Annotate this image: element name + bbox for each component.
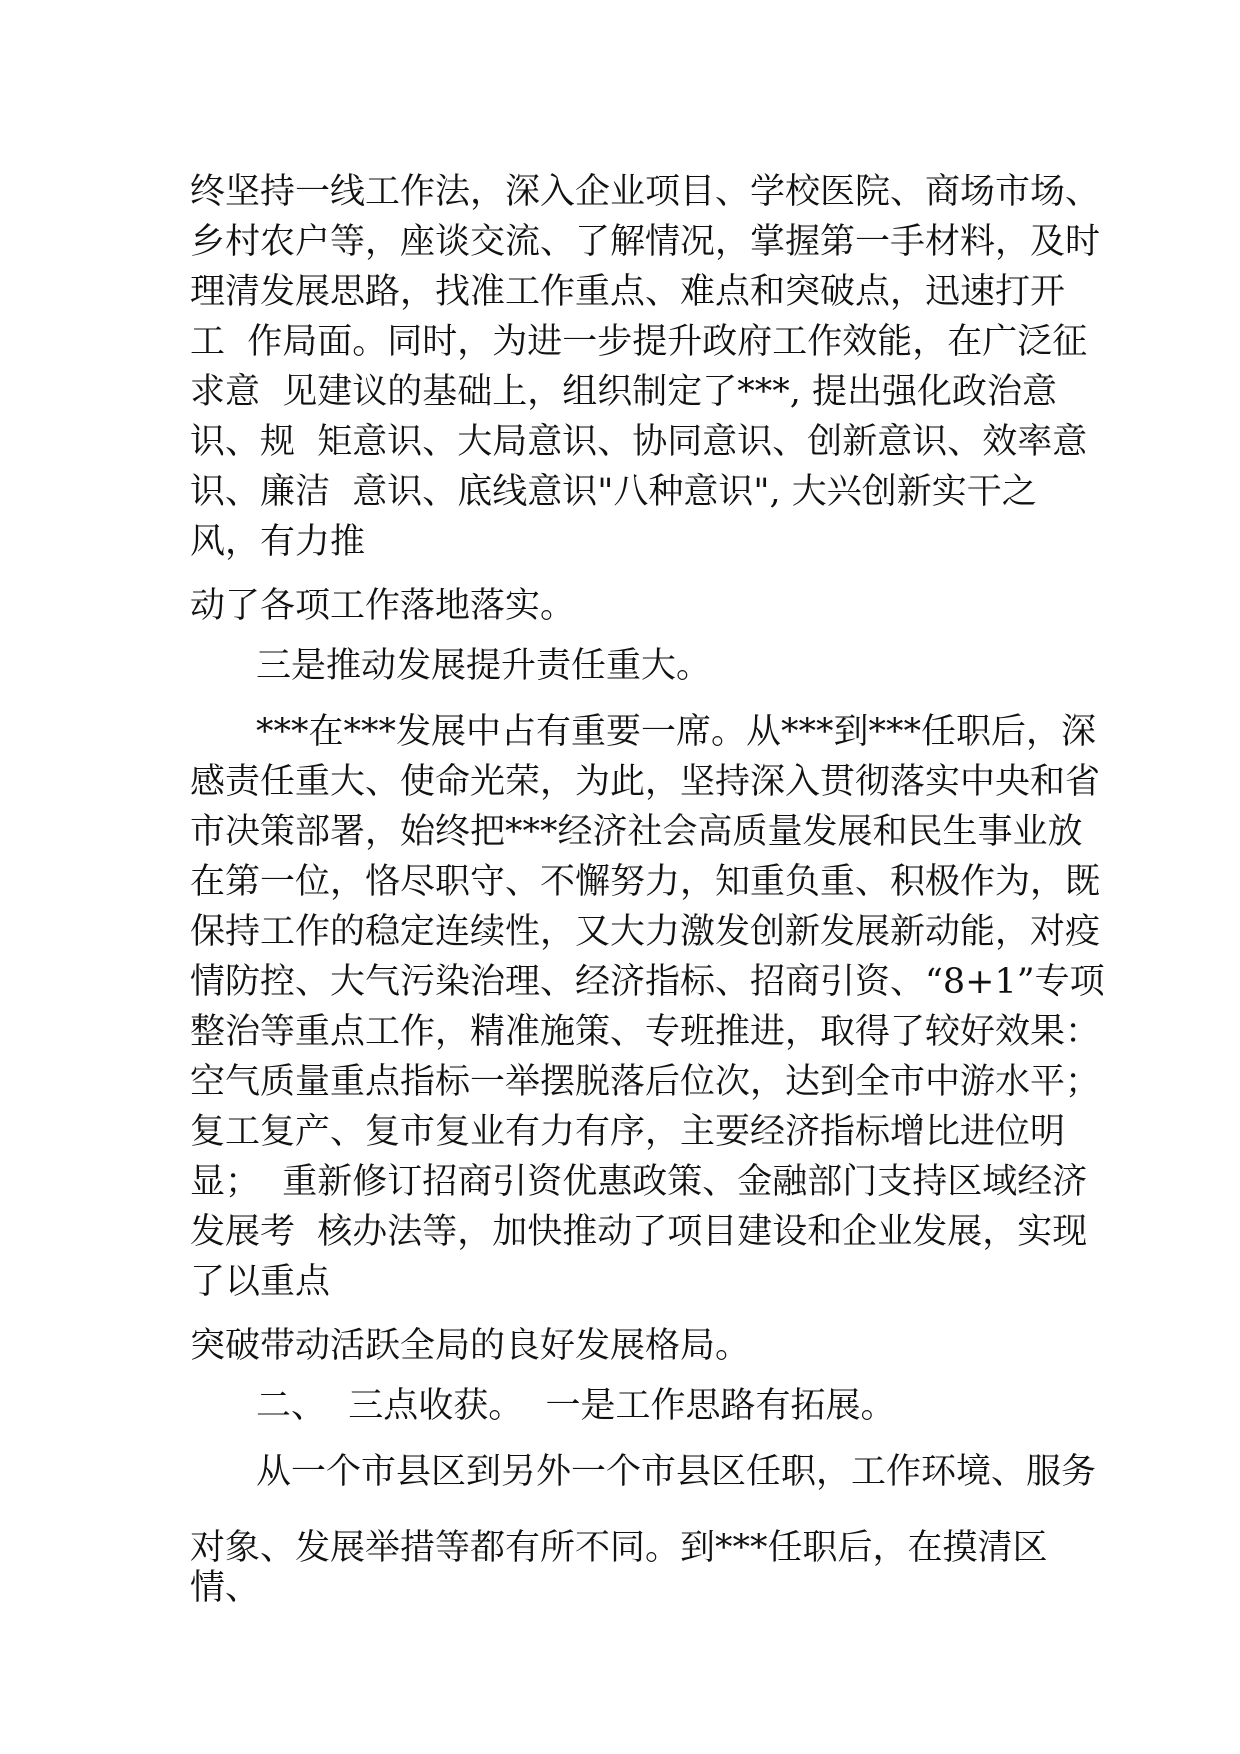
text-line: 识、廉洁 意识、底线意识"八种意识", 大兴创新实干之	[190, 472, 1037, 512]
text-line: 空气质量重点指标一举摆脱落后位次，达到全市中游水平；	[190, 1062, 1101, 1102]
text-line: 情防控、大气污染治理、经济指标、招商引资、“8+1”专项	[190, 962, 1105, 1002]
text-line: 情、	[190, 1568, 261, 1608]
text-line: 突破带动活跃全局的良好发展格局。	[190, 1326, 751, 1366]
text-line: 复工复产、复市复业有力有序，主要经济指标增比进位明	[190, 1112, 1066, 1152]
text-line: 整治等重点工作，精准施策、专班推进，取得了较好效果：	[190, 1012, 1101, 1052]
section-heading: 三是推动发展提升责任重大。	[256, 646, 712, 686]
text-line: 求意 见建议的基础上，组织制定了***, 提出强化政治意	[190, 372, 1058, 412]
paragraph-first-line: ***在***发展中占有重要一席。从***到***任职后，深	[256, 712, 1097, 752]
paragraph-first-line: 从一个市县区到另外一个市县区任职，工作环境、服务	[256, 1452, 1097, 1492]
text-line: 对象、发展举措等都有所不同。到***任职后，在摸清区	[190, 1528, 1048, 1568]
text-line: 理清发展思路，找准工作重点、难点和突破点，迅速打开	[190, 272, 1066, 312]
text-line: 显； 重新修订招商引资优惠政策、金融部门支持区域经济	[190, 1162, 1088, 1202]
text-line: 感责任重大、使命光荣，为此，坚持深入贯彻落实中央和省	[190, 762, 1101, 802]
text-line: 了以重点	[190, 1262, 331, 1302]
text-line: 乡村农户等，座谈交流、了解情况，掌握第一手材料，及时	[190, 222, 1101, 262]
text-line: 动了各项工作落地落实。	[190, 586, 576, 626]
text-line: 工 作局面。同时，为进一步提升政府工作效能，在广泛征	[190, 322, 1088, 362]
text-line: 风，有力推	[190, 522, 366, 562]
text-line: 识、规 矩意识、大局意识、协同意识、创新意识、效率意	[190, 422, 1088, 462]
text-line: 在第一位，恪尽职守、不懈努力，知重负重、积极作为，既	[190, 862, 1101, 902]
text-line: 发展考 核办法等，加快推动了项目建设和企业发展，实现	[190, 1212, 1088, 1252]
section-heading: 二、 三点收获。 一是工作思路有拓展。	[256, 1386, 896, 1426]
text-line: 终坚持一线工作法，深入企业项目、学校医院、商场市场、	[190, 172, 1101, 212]
text-line: 保持工作的稳定连续性，又大力激发创新发展新动能，对疫	[190, 912, 1101, 952]
text-line: 市决策部署，始终把***经济社会高质量发展和民生事业放	[190, 812, 1083, 852]
